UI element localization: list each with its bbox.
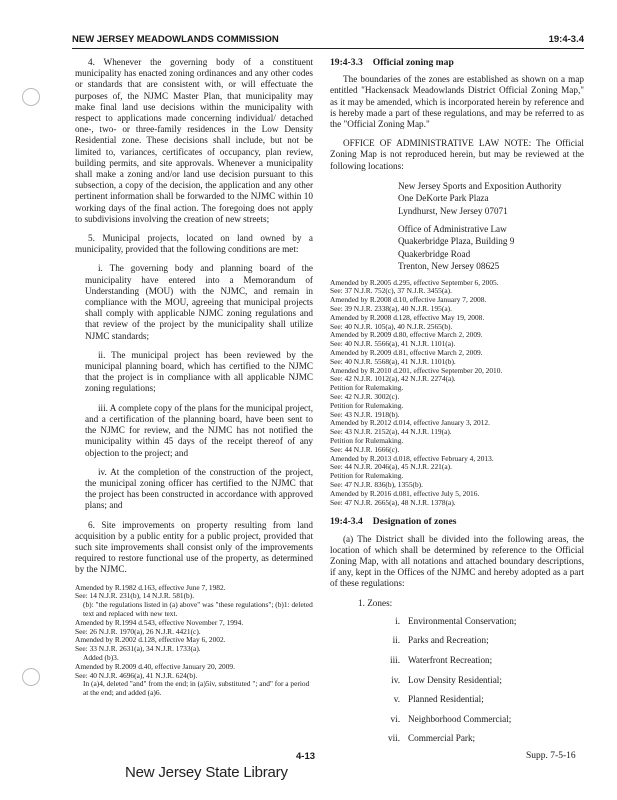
zone-item	[378, 675, 584, 686]
history-line: See: 40 N.J.R. 4696(a), 41 N.J.R. 624(b).	[75, 670, 198, 680]
punch-hole-icon	[22, 668, 40, 686]
zoning-map-paragraph: The boundaries of the zones are established as shown on a map entitled "Hackensack Meadowlands District Official Zoning Map," as it may be amended, which is incorporated herein by reference and is hereby made a part of these regulations, and may be referred to as the "Official Zoning Map."	[330, 74, 584, 130]
oal-note: OFFICE OF ADMINISTRATIVE LAW NOTE: The Official Zoning Map is not reproduced herein, but may be reviewed at the following locations:	[330, 138, 584, 171]
history-line: See: 37 N.J.R. 752(c), 37 N.J.R. 3455(a).	[330, 286, 452, 296]
zone-label: Low Density Residential;	[408, 674, 502, 685]
history-line: See: 43 N.J.R. 2152(a), 44 N.J.R. 119(a).	[330, 427, 452, 437]
zone-item	[378, 694, 584, 705]
zone-label: Planned Residential;	[408, 694, 484, 705]
section-number: 19:4-3.3	[330, 57, 363, 68]
designation-paragraph: (a) The District shall be divided into the following areas, the location of which shall be determined by reference to the Official Zoning Map, with all notations and attached boundary descriptions, if any, kept in the Offices of the NJMC and hereby adopted as a part of these regulations:	[330, 533, 584, 589]
subparagraph-iii: iii. A complete copy of the plans for the municipal project, and a certification of the planning board, have been sent to the NJMC for review, and the NJMC has not notified the municipality within 45 days of the receipt thereof of any objection to the project; and	[85, 402, 313, 458]
zone-label: Parks and Recreation;	[408, 635, 489, 646]
running-header	[72, 30, 584, 46]
history-line: See: 39 N.J.R. 2338(a), 40 N.J.R. 195(a).	[330, 304, 452, 314]
history-line: See: 14 N.J.R. 231(b), 14 N.J.R. 581(b).	[75, 591, 195, 601]
header-rule	[72, 48, 584, 49]
address-block-oal	[398, 223, 584, 273]
address-line: Trenton, New Jersey 08625	[398, 261, 500, 272]
history-line: Petition for Rulemaking.	[330, 400, 404, 410]
zones-list	[358, 598, 584, 745]
right-column	[330, 57, 584, 753]
header-section: 19:4-3.4	[548, 34, 584, 45]
history-line: Amended by R.2009 d.81, effective March 2, 2009.	[330, 348, 483, 358]
history-line: Amended by R.2009 d.40, effective January 20, 2009.	[75, 661, 235, 671]
history-line: Petition for Rulemaking.	[330, 471, 404, 481]
library-stamp: New Jersey State Library	[125, 764, 288, 781]
paragraph-5: 5. Municipal projects, located on land owned by a municipality, provided that the following conditions are met:	[75, 233, 313, 255]
header-title: NEW JERSEY MEADOWLANDS COMMISSION	[72, 34, 279, 45]
left-history-notes	[75, 584, 313, 698]
subparagraph-i: i. The governing body and planning board of the municipality have entered into a Memorandum of Understanding (MOU) with the NJMC, and remain in compliance with the MOU, agreeing that municipal projects shall comply with applicable NJMC zoning regulations and that review of the project by the municipality shall utilize NJMC standards;	[85, 263, 313, 341]
zone-number: v.	[393, 694, 400, 705]
zone-number: i.	[395, 615, 400, 626]
history-line: In (a)4, deleted "and" from the end; in (a)5iv, substituted "; and" for a period at the end; and added (a)6.	[83, 679, 310, 698]
address-line: Quakerbridge Road	[398, 248, 471, 259]
history-line: Amended by R.2010 d.201, effective September 20, 2010.	[330, 365, 503, 375]
history-line: See: 40 N.J.R. 5568(a), 41 N.J.R. 1101(b).	[330, 356, 456, 366]
zone-number: ii.	[392, 635, 400, 646]
history-line: See: 42 N.J.R. 3002(c).	[330, 392, 400, 402]
zones-heading: 1. Zones:	[358, 597, 393, 608]
paragraph-6: 6. Site improvements on property resulting from land acquisition by a public entity for a public project, provided that such site improvements shall consist only of the improvements required to restore functional use of the property, as determined by the NJMC.	[75, 519, 313, 575]
history-line: Amended by R.2002 d.128, effective May 6, 2002.	[75, 635, 226, 645]
history-line: Amended by R.2005 d.295, effective September 6, 2005.	[330, 277, 499, 287]
history-line: See: 44 N.J.R. 1666(c).	[330, 444, 400, 454]
supplement-date: Supp. 7-5-16	[526, 751, 576, 761]
subparagraph-iv: iv. At the completion of the construction of the project, the municipal zoning officer has certified to the NJMC that the project has been constructed in accordance with approved plans; and	[85, 466, 313, 511]
zone-number: vi.	[390, 713, 400, 724]
history-line: Amended by R.2013 d.018, effective February 4, 2013.	[330, 453, 494, 463]
section-title: Designation of zones	[372, 516, 457, 528]
history-line: (b): "the regulations listed in (a) above" was "these regulations"; (b)1: deleted text and replaced with new text.	[83, 600, 313, 618]
history-line: See: 43 N.J.R. 1918(b).	[330, 409, 400, 419]
history-line: Amended by R.2012 d.014, effective January 3, 2012.	[330, 418, 490, 428]
address-line: Lyndhurst, New Jersey 07071	[398, 205, 508, 216]
history-line: See: 40 N.J.R. 5566(a), 41 N.J.R. 1101(a).	[330, 339, 456, 349]
history-line: Amended by R.2016 d.081, effective July 5, 2016.	[330, 488, 480, 498]
zone-item	[378, 714, 584, 725]
right-history-notes	[330, 279, 584, 508]
subparagraph-ii: ii. The municipal project has been reviewed by the municipal planning board, which has certified to the NJMC that the project is in compliance with all applicable NJMC zoning regulations;	[85, 349, 313, 394]
zone-item	[378, 616, 584, 627]
history-line: Amended by R.2008 d.128, effective May 19, 2008.	[330, 312, 485, 322]
zone-label: Commercial Park;	[408, 733, 476, 744]
address-line: New Jersey Sports and Exposition Authority	[398, 180, 562, 191]
zone-item	[378, 733, 584, 744]
zone-item	[378, 655, 584, 666]
history-line: See: 40 N.J.R. 105(a), 40 N.J.R. 2565(b).	[330, 321, 453, 331]
history-line: See: 33 N.J.R. 2631(a), 34 N.J.R. 1733(a).	[75, 644, 201, 654]
punch-hole-icon	[22, 88, 40, 106]
address-line: One DeKorte Park Plaza	[398, 193, 489, 204]
zone-item	[378, 635, 584, 646]
history-line: Amended by R.1994 d.543, effective November 7, 1994.	[75, 617, 244, 627]
history-line: Added (b)3.	[83, 652, 119, 662]
history-line: Amended by R.1982 d.163, effective June 7, 1982.	[75, 582, 226, 592]
address-line: Office of Administrative Law	[398, 224, 507, 235]
section-heading-designation-of-zones	[330, 516, 584, 527]
page-number: 4-13	[296, 751, 316, 762]
zone-number: vii.	[388, 733, 400, 744]
section-heading-official-zoning-map	[330, 57, 584, 68]
history-line: See: 47 N.J.R. 2665(a), 48 N.J.R. 1378(a).	[330, 497, 456, 507]
zone-label: Neighborhood Commercial;	[408, 713, 512, 724]
section-title: Official zoning map	[372, 57, 454, 68]
address-block-sports-authority	[398, 180, 584, 217]
zone-number: iv.	[391, 674, 400, 685]
left-column	[75, 57, 313, 698]
history-line: See: 44 N.J.R. 2046(a), 45 N.J.R. 221(a).	[330, 462, 452, 472]
history-line: See: 42 N.J.R. 1012(a), 42 N.J.R. 2274(a).	[330, 374, 456, 384]
section-number: 19:4-3.4	[330, 516, 363, 528]
paragraph-4: 4. Whenever the governing body of a constituent municipality has enacted zoning ordinances and any other codes or standards that are consistent with, or will effectuate the purposes of, the NJMC Master Plan, that municipality may make final land use decisions within the municipality with respect to applications made concerning individual/ detached one-, two- or three-family residences in the Low Density Residential zone. These decisions shall include, but not be limited to, variances, certificates of occupancy, plan review, building permits, and site approvals. Whenever a municipality shall make a zoning and/or land use decision pursuant to this subsection, a copy of the decision, the application and any other pertinent information shall be forwarded to the NJMC within 10 working days of the final action. The foregoing does not apply to subdivisions involving the creation of new streets;	[75, 57, 313, 224]
zone-number: iii.	[390, 655, 400, 665]
zone-label: Waterfront Recreation;	[408, 655, 493, 665]
history-line: Amended by R.2008 d.10, effective January 7, 2008.	[330, 295, 487, 305]
history-line: See: 47 N.J.R. 836(b), 1355(b).	[330, 480, 423, 489]
history-line: Petition for Rulemaking.	[330, 436, 404, 446]
history-line: Petition for Rulemaking.	[330, 383, 404, 393]
history-line: Amended by R.2009 d.80, effective March 2, 2009.	[330, 330, 483, 340]
history-line: See: 26 N.J.R. 1970(a), 26 N.J.R. 4421(c).	[75, 626, 201, 636]
address-line: Quakerbridge Plaza, Building 9	[398, 236, 515, 247]
zone-label: Environmental Conservation;	[408, 615, 517, 626]
